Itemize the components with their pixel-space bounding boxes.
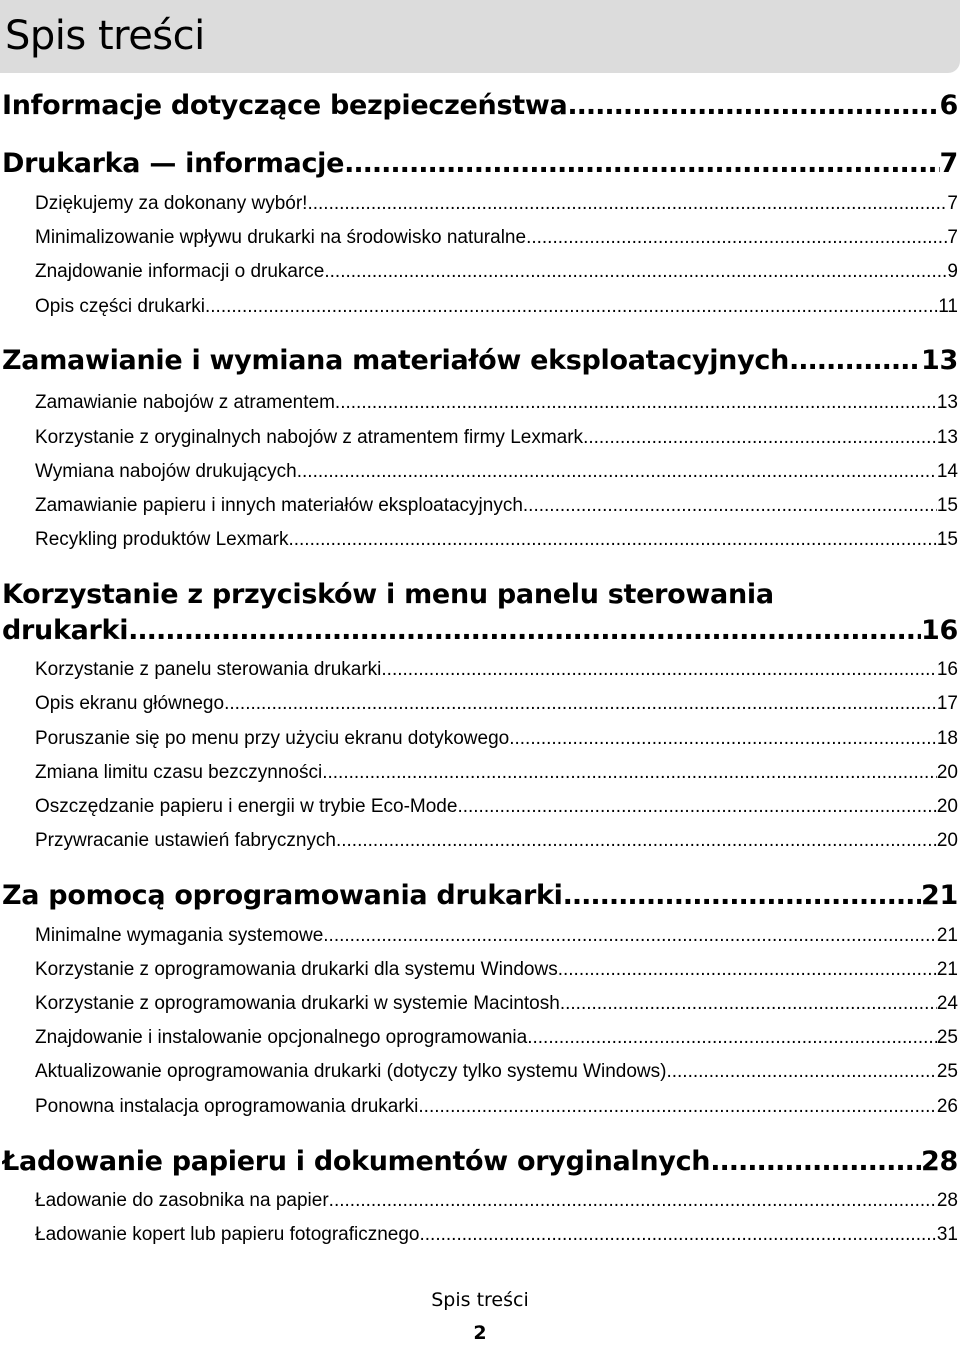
toc-section-title: Ładowanie papieru i dokumentów oryginalnych — [2, 1146, 711, 1177]
toc-page-number: 13 — [921, 345, 958, 376]
toc-item[interactable] — [35, 425, 958, 451]
toc-section-title: Informacje dotyczące bezpieczeństwa — [2, 90, 568, 121]
toc-page-number: 18 — [936, 728, 958, 749]
toc-page-number: 20 — [936, 762, 958, 783]
dot-leader — [563, 878, 921, 914]
toc-item-label: Znajdowanie i instalowanie opcjonalnego oprogramowania — [35, 1027, 528, 1048]
toc-item[interactable] — [35, 225, 958, 251]
toc-page-number: 13 — [936, 392, 958, 413]
toc-item-label: Dziękujemy za dokonany wybór! — [35, 193, 308, 214]
toc-page-number: 16 — [936, 659, 958, 680]
toc-item[interactable] — [35, 1025, 958, 1051]
dot-leader — [526, 225, 947, 251]
footer-page-number: 2 — [473, 1322, 487, 1344]
toc-item[interactable] — [35, 191, 958, 217]
dot-leader — [335, 390, 937, 416]
toc-section-printer-info[interactable] — [2, 146, 958, 182]
toc-item-label: Minimalizowanie wpływu drukarki na środowisko naturalne — [35, 227, 527, 248]
dot-leader — [457, 794, 936, 820]
toc-page-number: 9 — [947, 261, 958, 282]
toc-page-number: 25 — [936, 1027, 958, 1048]
toc-section-title: Drukarka — informacje — [2, 148, 345, 179]
toc-item[interactable] — [35, 691, 958, 717]
toc-section-title: Zamawianie i wymiana materiałów eksploatacyjnych — [2, 345, 790, 376]
toc-page-number: 20 — [936, 796, 958, 817]
toc-section-loading-paper[interactable] — [2, 1144, 958, 1180]
dot-leader — [322, 760, 937, 786]
toc-item-label: Poruszanie się po menu przy użyciu ekranu dotykowego — [35, 728, 510, 749]
toc-item[interactable] — [35, 828, 958, 854]
toc-item-label: Ładowanie kopert lub papieru fotograficznego — [35, 1224, 420, 1245]
dot-leader — [567, 88, 939, 124]
toc-page-number: 24 — [936, 993, 958, 1014]
dot-leader — [205, 294, 938, 320]
dot-leader — [710, 1144, 921, 1180]
toc-item[interactable] — [35, 794, 958, 820]
toc-item-label: Recykling produktów Lexmark — [35, 529, 289, 550]
toc-section-control-panel[interactable] — [2, 613, 958, 649]
toc-page-number: 16 — [921, 615, 958, 646]
toc-item-label: Zamawianie nabojów z atramentem — [35, 392, 335, 413]
toc-section-safety[interactable] — [2, 88, 958, 124]
toc-section-supplies[interactable] — [2, 343, 958, 379]
toc-section-title-line2: drukarki — [2, 615, 129, 646]
dot-leader — [128, 613, 921, 649]
toc-item-label: Ponowna instalacja oprogramowania drukarki — [35, 1096, 419, 1117]
dot-leader — [329, 1188, 937, 1214]
dot-leader — [583, 425, 937, 451]
toc-section-software[interactable] — [2, 878, 958, 914]
dot-leader — [307, 191, 947, 217]
toc-item[interactable] — [35, 657, 958, 683]
dot-leader — [224, 691, 937, 717]
toc-item[interactable] — [35, 459, 958, 485]
toc-item[interactable] — [35, 1059, 958, 1085]
dot-leader — [420, 1222, 937, 1248]
dot-leader — [418, 1094, 936, 1120]
footer-label: Spis treści — [431, 1289, 529, 1311]
dot-leader — [523, 493, 937, 519]
dot-leader — [336, 828, 937, 854]
toc-item-label: Ładowanie do zasobnika na papier — [35, 1190, 329, 1211]
toc-item[interactable] — [35, 1222, 958, 1248]
dot-leader — [558, 957, 937, 983]
toc-item[interactable] — [35, 294, 958, 320]
dot-leader — [527, 1025, 937, 1051]
toc-section-title: Za pomocą oprogramowania drukarki — [2, 880, 563, 911]
toc-page-number: 7 — [939, 148, 958, 179]
toc-page-number: 21 — [936, 925, 958, 946]
toc-item[interactable] — [35, 390, 958, 416]
toc-item-label: Znajdowanie informacji o drukarce — [35, 261, 325, 282]
toc-item[interactable] — [35, 760, 958, 786]
toc-page-number: 11 — [938, 296, 958, 317]
toc-item-label: Minimalne wymagania systemowe — [35, 925, 324, 946]
toc-item-label: Korzystanie z oprogramowania drukarki w systemie Macintosh — [35, 993, 560, 1014]
toc-item-label: Wymiana nabojów drukujących — [35, 461, 297, 482]
toc-page-number: 15 — [936, 529, 958, 550]
toc-item-label: Opis ekranu głównego — [35, 693, 225, 714]
page-title: Spis treści — [5, 13, 205, 59]
toc-page-number: 31 — [936, 1224, 958, 1245]
toc-item[interactable] — [35, 493, 958, 519]
toc-page-number: 7 — [947, 227, 958, 248]
toc-page-number: 13 — [936, 427, 958, 448]
toc-item-label: Zamawianie papieru i innych materiałów eksploatacyjnych — [35, 495, 523, 516]
toc-item[interactable] — [35, 991, 958, 1017]
toc-page-number: 20 — [936, 830, 958, 851]
toc-item[interactable] — [35, 923, 958, 949]
toc-page-number: 7 — [947, 193, 958, 214]
toc-page-number: 17 — [936, 693, 958, 714]
dot-leader — [666, 1059, 936, 1085]
toc-page-number: 28 — [921, 1146, 958, 1177]
toc-section-title-line1: Korzystanie z przycisków i menu panelu sterowania — [2, 579, 774, 610]
toc-page-number: 14 — [936, 461, 958, 482]
toc-item[interactable] — [35, 1094, 958, 1120]
dot-leader — [560, 991, 937, 1017]
dot-leader — [789, 343, 921, 379]
toc-item[interactable] — [35, 527, 958, 553]
title-bar — [0, 0, 960, 73]
toc-item-label: Korzystanie z oprogramowania drukarki dla systemu Windows — [35, 959, 558, 980]
toc-item-label: Korzystanie z oryginalnych nabojów z atramentem firmy Lexmark — [35, 427, 584, 448]
dot-leader — [344, 146, 939, 182]
toc-item-label: Przywracanie ustawień fabrycznych — [35, 830, 336, 851]
dot-leader — [381, 657, 936, 683]
toc-page-number: 6 — [939, 90, 958, 121]
toc-page-number: 15 — [936, 495, 958, 516]
toc-page-number: 26 — [936, 1096, 958, 1117]
toc-item-label: Opis części drukarki — [35, 296, 205, 317]
toc-item[interactable] — [35, 259, 958, 285]
toc-page-number: 28 — [936, 1190, 958, 1211]
toc-item-label: Aktualizowanie oprogramowania drukarki (dotyczy tylko systemu Windows) — [35, 1061, 667, 1082]
dot-leader — [288, 527, 936, 553]
toc-item-label: Zmiana limitu czasu bezczynności — [35, 762, 323, 783]
dot-leader — [323, 923, 937, 949]
toc-item-label: Korzystanie z panelu sterowania drukarki — [35, 659, 382, 680]
toc-page-number: 21 — [921, 880, 958, 911]
toc-page-number: 21 — [936, 959, 958, 980]
dot-leader — [509, 726, 937, 752]
toc-item[interactable] — [35, 1188, 958, 1214]
dot-leader — [297, 459, 937, 485]
toc-item[interactable] — [35, 957, 958, 983]
dot-leader — [324, 259, 947, 285]
toc-item[interactable] — [35, 726, 958, 752]
toc-page-number: 25 — [936, 1061, 958, 1082]
toc-item-label: Oszczędzanie papieru i energii w trybie Eco-Mode — [35, 796, 458, 817]
